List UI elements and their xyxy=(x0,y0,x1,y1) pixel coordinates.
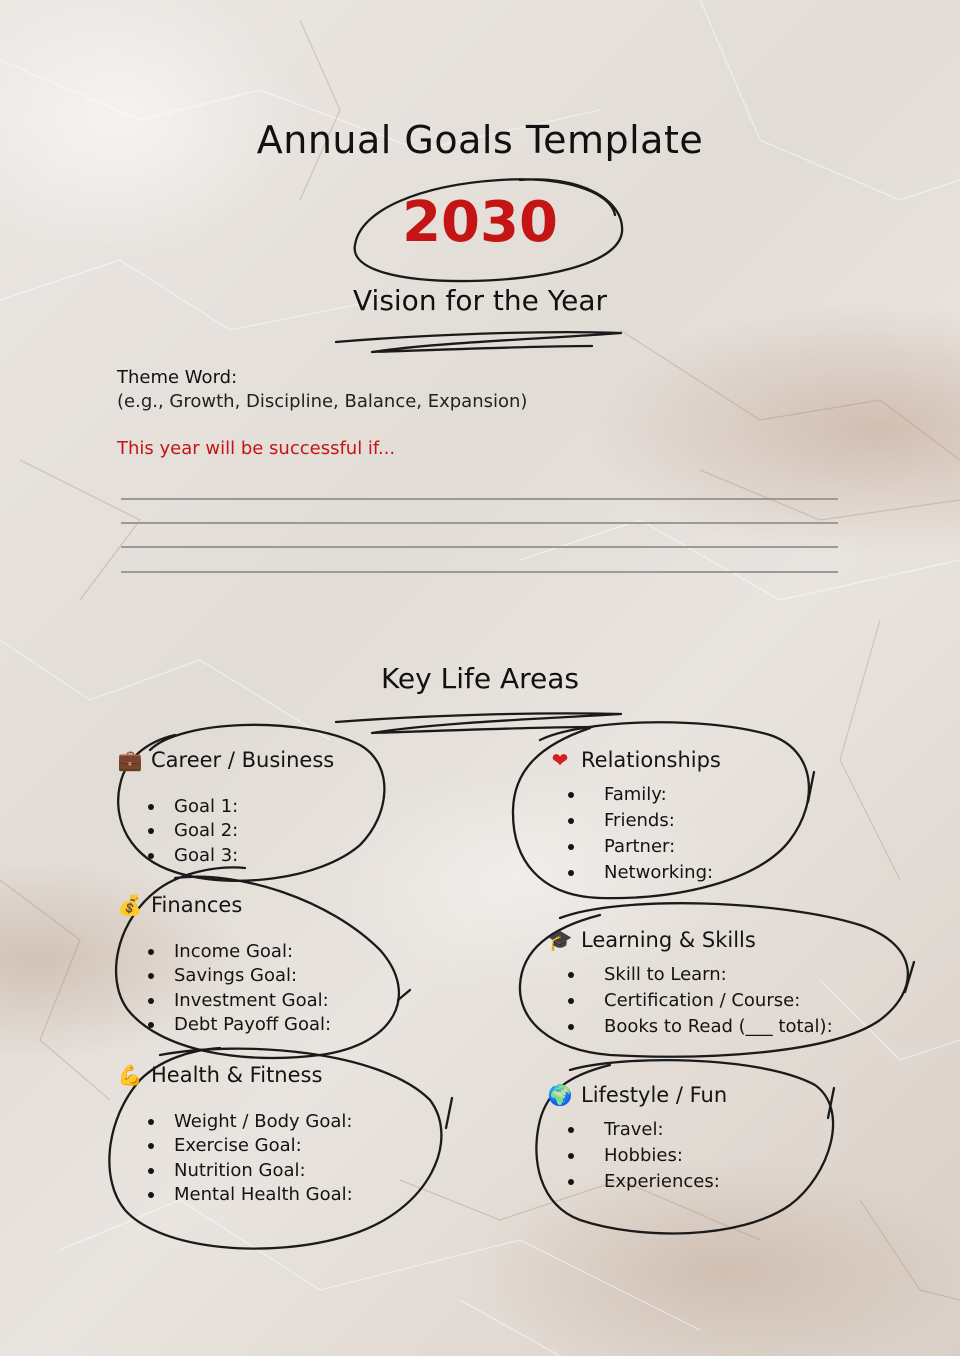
finances-goal-list xyxy=(174,940,331,1037)
lifestyle-area-title: Lifestyle / Fun xyxy=(581,1083,728,1107)
learning-area xyxy=(547,928,833,1040)
globe-icon: 🌍 xyxy=(547,1083,573,1107)
list-item: Partner: xyxy=(604,834,721,860)
heart-icon: ❤ xyxy=(551,748,569,772)
list-item: Goal 1: xyxy=(174,795,334,819)
list-item: Investment Goal: xyxy=(174,989,331,1013)
key-life-areas-heading: Key Life Areas xyxy=(380,662,580,695)
list-item: Income Goal: xyxy=(174,940,331,964)
career-area xyxy=(117,748,334,868)
finances-area-title: Finances xyxy=(151,893,243,917)
list-item: Certification / Course: xyxy=(604,988,833,1014)
list-item: Goal 2: xyxy=(174,819,334,843)
list-item: Books to Read (___ total): xyxy=(604,1014,833,1040)
list-item: Networking: xyxy=(604,860,721,886)
relationships-area-title: Relationships xyxy=(581,748,721,772)
theme-word-hint: (e.g., Growth, Discipline, Balance, Expansion) xyxy=(117,391,528,412)
career-area-title: Career / Business xyxy=(151,748,335,772)
lifestyle-area xyxy=(547,1083,727,1195)
year-heading: 2030 xyxy=(402,190,558,255)
theme-word-label: Theme Word: xyxy=(117,367,238,388)
vision-underline-scribble xyxy=(336,332,621,352)
writing-line xyxy=(121,546,838,548)
list-item: Mental Health Goal: xyxy=(174,1183,353,1207)
money-bag-icon: 💰 xyxy=(117,893,143,917)
list-item: Weight / Body Goal: xyxy=(174,1110,353,1134)
writing-line xyxy=(121,571,838,573)
list-item: Nutrition Goal: xyxy=(174,1159,353,1183)
briefcase-icon: 💼 xyxy=(117,748,143,772)
relationships-list xyxy=(604,782,721,886)
page-title: Annual Goals Template xyxy=(256,118,704,162)
career-goal-list xyxy=(174,795,334,868)
list-item: Debt Payoff Goal: xyxy=(174,1013,331,1037)
learning-area-title: Learning & Skills xyxy=(581,928,756,952)
list-item: Hobbies: xyxy=(604,1143,727,1169)
flexed-biceps-icon: 💪 xyxy=(117,1063,143,1087)
relationships-area xyxy=(547,748,721,886)
list-item: Exercise Goal: xyxy=(174,1134,353,1158)
vision-subtitle: Vision for the Year xyxy=(353,284,607,317)
key-areas-underline-scribble xyxy=(336,713,621,733)
writing-line xyxy=(121,522,838,524)
health-area-title: Health & Fitness xyxy=(151,1063,323,1087)
list-item: Goal 3: xyxy=(174,844,334,868)
list-item: Experiences: xyxy=(604,1169,727,1195)
list-item: Savings Goal: xyxy=(174,964,331,988)
list-item: Family: xyxy=(604,782,721,808)
health-goal-list xyxy=(174,1110,353,1207)
graduation-cap-icon: 🎓 xyxy=(547,928,573,952)
list-item: Friends: xyxy=(604,808,721,834)
list-item: Skill to Learn: xyxy=(604,962,833,988)
learning-list xyxy=(604,962,833,1040)
success-prompt: This year will be successful if... xyxy=(117,438,396,459)
lifestyle-list xyxy=(604,1117,727,1195)
writing-line xyxy=(121,498,838,500)
list-item: Travel: xyxy=(604,1117,727,1143)
health-area xyxy=(117,1063,353,1207)
finances-area xyxy=(117,893,331,1037)
